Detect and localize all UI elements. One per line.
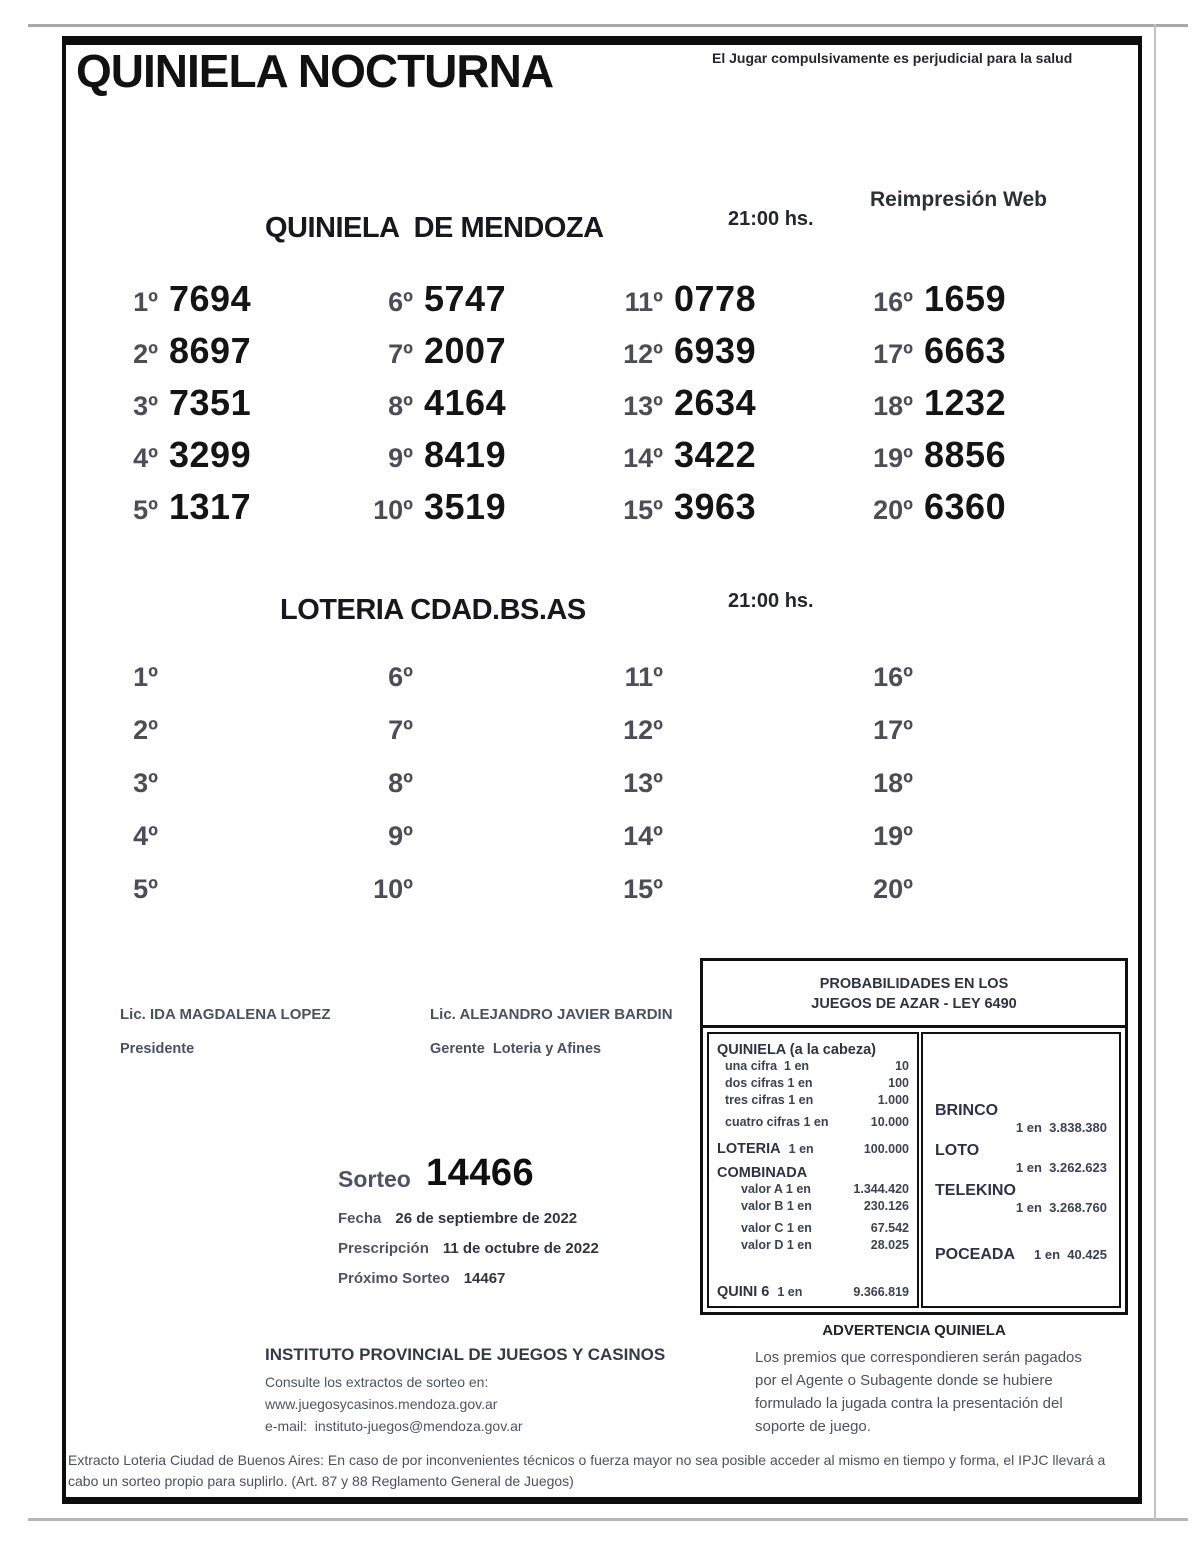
instituto-email[interactable]: e-mail: instituto-juegos@mendoza.gov.ar: [265, 1418, 523, 1434]
signature-manager-role: Gerente Loteria y Afines: [430, 1041, 602, 1057]
loteria-cell: [355, 874, 605, 927]
prescripcion-label: Prescripción: [338, 1240, 429, 1257]
loteria-position: 6º: [388, 662, 413, 692]
mendoza-results-grid: [100, 278, 1090, 538]
fecha-value: 26 de septiembre de 2022: [395, 1210, 578, 1227]
quini6-odds-row: [717, 1284, 909, 1300]
proximo-sorteo-value: 14467: [463, 1270, 506, 1287]
result-cell: [605, 486, 855, 538]
loteria-positions-grid: [100, 662, 1090, 927]
instituto-consulte-line: Consulte los extractos de sorteo en:: [265, 1374, 489, 1390]
loteria-position: 19º: [873, 821, 913, 851]
result-number: 6939: [674, 330, 757, 371]
loteria-position: 1º: [133, 662, 158, 692]
probabilities-body: [703, 1028, 1125, 1312]
result-cell: [605, 382, 855, 434]
result-number: 1232: [924, 382, 1007, 423]
loteria-odds-row: [717, 1141, 909, 1157]
loteria-cell: [355, 662, 605, 715]
result-position: 6º: [388, 287, 413, 317]
result-cell: [855, 382, 1090, 434]
result-number: 3963: [674, 486, 757, 527]
mendoza-draw-time: 21:00 hs.: [728, 208, 814, 230]
probabilities-title-line1: PROBABILIDADES EN LOS: [819, 976, 1009, 992]
result-position: 2º: [133, 339, 158, 369]
result-position: 11º: [624, 287, 663, 317]
game-name: TELEKINO: [935, 1182, 1016, 1199]
loteria-draw-time: 21:00 hs.: [728, 590, 814, 612]
result-number: 3422: [674, 434, 757, 475]
loteria-position: 7º: [388, 715, 413, 745]
loteria-cell: [605, 874, 855, 927]
odds-row: [717, 1058, 909, 1075]
scan-artifact-right: [1154, 24, 1156, 1520]
result-number: 4164: [424, 382, 507, 423]
quini6-odds-name: QUINI 6: [717, 1284, 770, 1300]
loteria-cell: [100, 768, 355, 821]
game-name: LOTO: [935, 1142, 980, 1159]
game-odds-value: 1 en 3.268.760: [1015, 1200, 1107, 1215]
result-number: 7694: [169, 278, 252, 319]
health-warning-text: El Jugar compulsivamente es perjudicial para la salud: [712, 50, 1073, 66]
result-position: 13º: [623, 391, 663, 421]
loteria-cell: [855, 821, 1090, 874]
result-number: 3299: [169, 434, 252, 475]
odds-value: 1.000: [877, 1093, 909, 1107]
result-number: 6663: [924, 330, 1007, 371]
odds-value: 10.000: [870, 1115, 909, 1129]
result-position: 10º: [373, 495, 413, 525]
odds-value: 28.025: [870, 1238, 909, 1252]
odds-label: valor C 1 en: [741, 1221, 812, 1235]
loteria-position: 16º: [873, 662, 913, 692]
game-odds-value: 1 en 3.262.623: [1015, 1160, 1107, 1175]
odds-value: 10: [895, 1059, 909, 1073]
loteria-cell: [355, 768, 605, 821]
odds-row: [717, 1092, 909, 1109]
result-position: 20º: [873, 495, 913, 525]
loteria-position: 12º: [623, 715, 663, 745]
instituto-name: INSTITUTO PROVINCIAL DE JUEGOS Y CASINOS: [265, 1345, 666, 1364]
combinada-odds-header: COMBINADA: [717, 1165, 808, 1181]
result-number: 8419: [424, 434, 507, 475]
loteria-position: 3º: [133, 768, 158, 798]
game-name: POCEADA: [935, 1246, 1016, 1263]
prescripcion-row: [338, 1240, 599, 1257]
odds-label: una cifra 1 en: [725, 1059, 810, 1073]
result-cell: [100, 330, 355, 382]
result-cell: [355, 330, 605, 382]
loteria-position: 15º: [623, 874, 663, 904]
odds-label: cuatro cifras 1 en: [725, 1115, 829, 1129]
advertencia-text: Los premios que correspondieren serán pagados por el Agente o Subagente donde se hubiere formulado la jugada contra la presentación del soporte de juego.: [755, 1349, 1082, 1435]
odds-row: [717, 1237, 909, 1254]
result-position: 9º: [388, 443, 413, 473]
loteria-odds-value: 100.000: [863, 1142, 909, 1156]
loteria-position: 2º: [133, 715, 158, 745]
result-cell: [855, 434, 1090, 486]
loteria-position: 8º: [388, 768, 413, 798]
result-number: 2007: [424, 330, 507, 371]
odds-label: valor D 1 en: [741, 1238, 812, 1252]
loteria-cell: [100, 821, 355, 874]
sorteo-number: 14466: [426, 1152, 535, 1194]
result-number: 2634: [674, 382, 757, 423]
result-cell: [355, 382, 605, 434]
result-position: 12º: [623, 339, 663, 369]
odds-label: tres cifras 1 en: [725, 1093, 814, 1107]
loteria-cell: [855, 874, 1090, 927]
loteria-position: 5º: [133, 874, 158, 904]
loteria-position: 9º: [388, 821, 413, 851]
loteria-cell: [855, 768, 1090, 821]
result-position: 7º: [388, 339, 413, 369]
result-number: 5747: [424, 278, 507, 319]
footer-legal-text: Extracto Loteria Ciudad de Buenos Aires: En caso de por inconvenientes técnicos o fuerza mayor no sea posible acceder al mismo en tiempo y forma, el IPJC llevará a cabo un sorteo propio para suplirlo. (Art. 87 y 88 Reglamento General de Juegos): [68, 1452, 1106, 1489]
result-position: 3º: [133, 391, 158, 421]
signature-president-role: Presidente: [120, 1041, 195, 1057]
result-cell: [605, 278, 855, 330]
game-odds-block: [935, 1102, 1107, 1135]
loteria-cell: [605, 662, 855, 715]
result-number: 0778: [674, 278, 757, 319]
odds-row: [717, 1181, 909, 1198]
signature-president-name: Lic. IDA MAGDALENA LOPEZ: [120, 1006, 331, 1023]
loteria-position: 20º: [873, 874, 913, 904]
odds-value: 230.126: [863, 1199, 909, 1213]
loteria-position: 10º: [373, 874, 413, 904]
result-number: 7351: [169, 382, 252, 423]
result-position: 8º: [388, 391, 413, 421]
result-cell: [100, 486, 355, 538]
game-odds-value: 1 en 3.838.380: [1015, 1120, 1107, 1135]
result-cell: [855, 278, 1090, 330]
loteria-cell: [100, 662, 355, 715]
loteria-position: 13º: [623, 768, 663, 798]
game-odds-block: [935, 1246, 1107, 1264]
loteria-cell: [100, 715, 355, 768]
result-number: 6360: [924, 486, 1007, 527]
loteria-cell: [355, 715, 605, 768]
result-position: 14º: [623, 443, 663, 473]
fecha-row: [338, 1210, 577, 1227]
signature-manager-name: Lic. ALEJANDRO JAVIER BARDIN: [430, 1006, 673, 1023]
loteria-odds-mid: 1 en: [788, 1142, 814, 1156]
result-cell: [605, 434, 855, 486]
proximo-sorteo-row: [338, 1270, 505, 1287]
quiniela-odds-header: QUINIELA (a la cabeza): [717, 1042, 877, 1058]
loteria-cell: [855, 662, 1090, 715]
probabilities-title-line2: JUEGOS DE AZAR - LEY 6490: [811, 996, 1017, 1012]
instituto-website[interactable]: www.juegosycasinos.mendoza.gov.ar: [265, 1396, 498, 1412]
loteria-position: 17º: [873, 715, 913, 745]
prescripcion-value: 11 de octubre de 2022: [442, 1240, 599, 1257]
loteria-position: 11º: [624, 662, 663, 692]
result-position: 15º: [623, 495, 663, 525]
odds-label: valor A 1 en: [741, 1182, 811, 1196]
probabilities-left-panel: [707, 1032, 919, 1308]
result-position: 18º: [873, 391, 913, 421]
result-number: 1659: [924, 278, 1007, 319]
odds-row: [717, 1198, 909, 1215]
loteria-cell: [605, 715, 855, 768]
quini6-odds-value: 9.366.819: [853, 1285, 909, 1299]
loteria-cell: [855, 715, 1090, 768]
mendoza-section-title: QUINIELA DE MENDOZA: [265, 212, 604, 244]
game-name: BRINCO: [935, 1102, 999, 1119]
loteria-position: 18º: [873, 768, 913, 798]
odds-label: dos cifras 1 en: [725, 1076, 813, 1090]
result-cell: [855, 486, 1090, 538]
scan-artifact-bottom: [28, 1518, 1188, 1521]
loteria-cell: [100, 874, 355, 927]
result-cell: [100, 278, 355, 330]
result-cell: [100, 434, 355, 486]
web-reprint-label: Reimpresión Web: [870, 188, 1047, 211]
odds-row: [717, 1114, 909, 1131]
odds-row: [717, 1075, 909, 1092]
probabilities-right-panel: [921, 1032, 1121, 1308]
result-position: 4º: [133, 443, 158, 473]
proximo-sorteo-label: Próximo Sorteo: [338, 1270, 450, 1287]
odds-row: [717, 1220, 909, 1237]
game-odds-value: 1 en 40.425: [1034, 1247, 1107, 1262]
result-position: 1º: [133, 287, 158, 317]
probabilities-box: [700, 958, 1128, 1315]
page-title: QUINIELA NOCTURNA: [76, 45, 554, 97]
result-position: 17º: [873, 339, 913, 369]
loteria-position: 14º: [623, 821, 663, 851]
probabilities-header: [703, 961, 1125, 1028]
result-cell: [355, 278, 605, 330]
result-number: 8697: [169, 330, 252, 371]
result-number: 8856: [924, 434, 1007, 475]
loteria-position: 4º: [133, 821, 158, 851]
scan-artifact-top: [28, 24, 1188, 27]
odds-label: valor B 1 en: [741, 1199, 812, 1213]
game-odds-block: [935, 1142, 1107, 1175]
result-cell: [605, 330, 855, 382]
loteria-cell: [605, 768, 855, 821]
loteria-section-title: LOTERIA CDAD.BS.AS: [280, 594, 586, 626]
loteria-cell: [605, 821, 855, 874]
result-cell: [100, 382, 355, 434]
result-position: 5º: [133, 495, 158, 525]
result-cell: [855, 330, 1090, 382]
odds-value: 1.344.420: [853, 1182, 909, 1196]
game-odds-block: [935, 1182, 1107, 1215]
odds-value: 100: [888, 1076, 909, 1090]
advertencia-title: ADVERTENCIA QUINIELA: [822, 1322, 1006, 1339]
result-position: 19º: [873, 443, 913, 473]
loteria-odds-name: LOTERIA: [717, 1141, 781, 1157]
result-cell: [355, 486, 605, 538]
result-number: 3519: [424, 486, 507, 527]
quini6-odds-mid: 1 en: [777, 1285, 803, 1299]
odds-value: 67.542: [870, 1221, 909, 1235]
result-position: 16º: [873, 287, 913, 317]
loteria-cell: [355, 821, 605, 874]
fecha-label: Fecha: [338, 1210, 382, 1227]
sorteo-label: Sorteo: [338, 1166, 411, 1192]
result-cell: [355, 434, 605, 486]
result-number: 1317: [169, 486, 252, 527]
